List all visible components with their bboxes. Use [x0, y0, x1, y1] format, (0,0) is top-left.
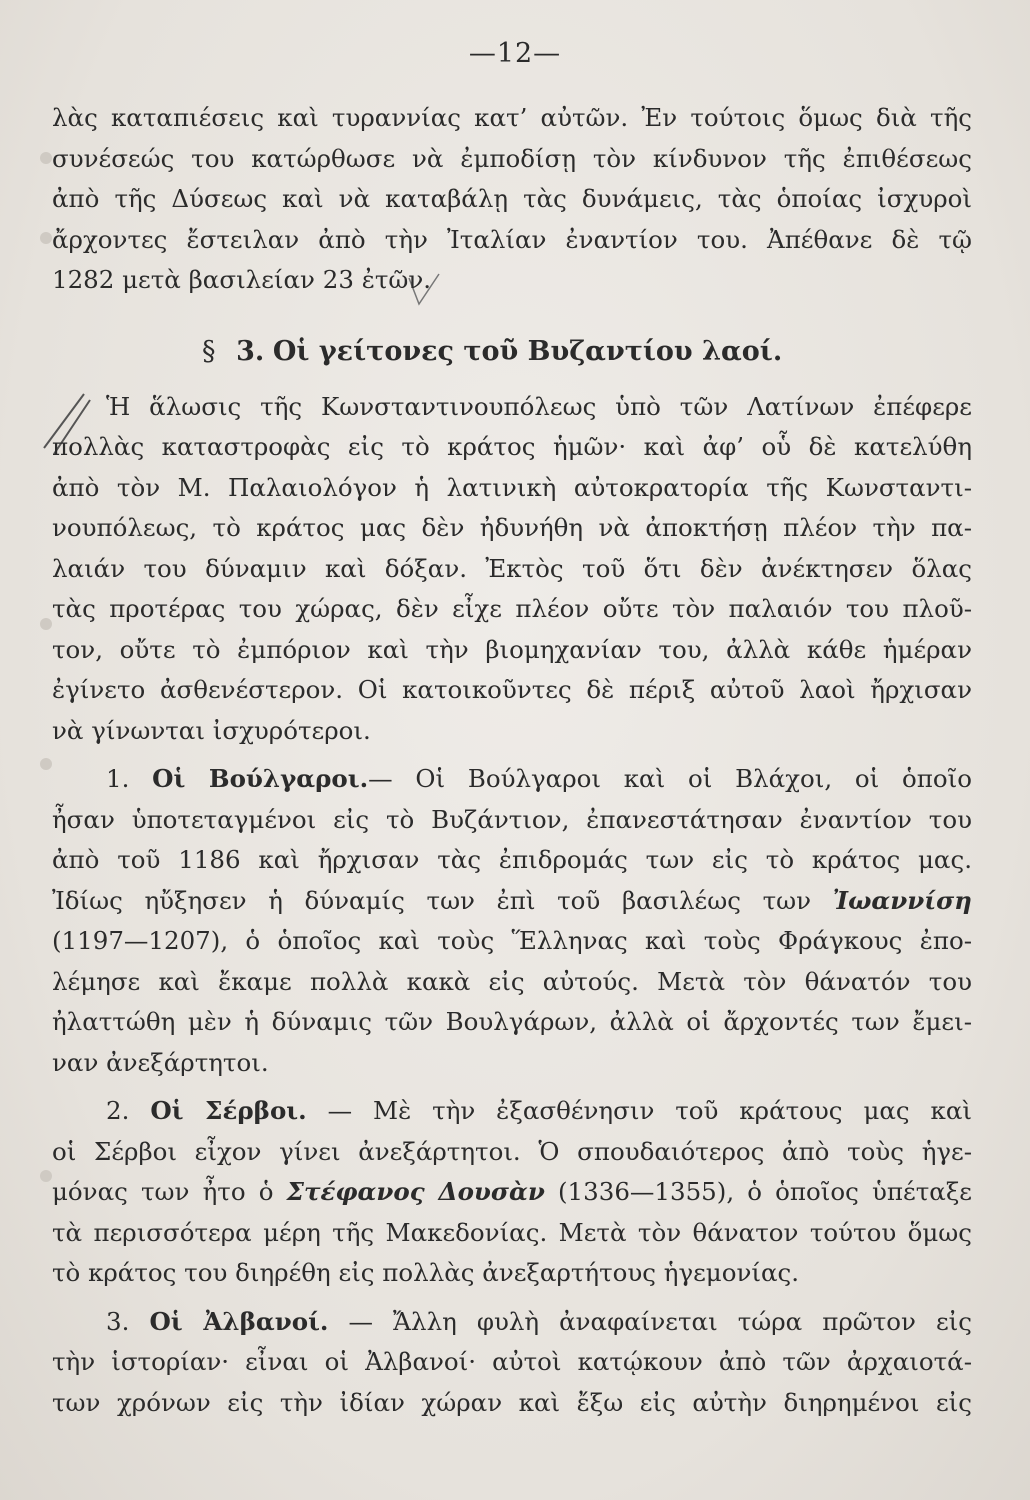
text-line: συνέσεώς του κατώρθωσε νὰ ἐμποδίσῃ τὸν κίνδυνον τῆς ἐπιθέσεως: [52, 143, 972, 173]
text-line: λέμησε καὶ ἔκαμε πολλὰ κακὰ εἰς αὐτούς. Μετὰ τὸν θάνατόν του: [52, 966, 972, 996]
body-text: [52, 98, 972, 1423]
text-line: [52, 1091, 972, 1132]
text-line: (1197—1207), ὁ ὁποῖος καὶ τοὺς Ἕλληνας καὶ τοὺς Φράγκους ἐπο-: [52, 926, 972, 955]
text-line: τὰς προτέρας του χώρας, δὲν εἶχε πλέον οὔτε τὸν παλαιόν του πλοῦ-: [52, 594, 972, 623]
text-fragment: — Μὲ τὴν ἐξασθένησιν τοῦ κράτους μας καὶ: [327, 1096, 972, 1125]
page-number: —12—: [468, 38, 562, 69]
text-line: ἐγίνετο ἀσθενέστερον. Οἱ κατοικοῦντες δὲ πέριξ αὐτοῦ λαοὶ ἤρχισαν: [52, 675, 972, 704]
text-line: τὸ κράτος του διηρέθη εἰς πολλὰς ἀνεξαρτήτους ἡγεμονίας.: [52, 1258, 800, 1287]
section-symbol: §: [202, 335, 216, 367]
subheading-albanians: Οἱ Ἀλβανοί.: [149, 1306, 329, 1336]
text-line: λὰς καταπιέσεις καὶ τυραννίας κατ’ αὐτῶν. Ἐν τούτοις ὅμως διὰ τῆς: [52, 103, 972, 132]
item-number: 2.: [106, 1096, 130, 1125]
text-line: ἀπὸ τοῦ 1186 καὶ ἤρχισαν τὰς ἐπιδρομάς των εἰς τὸ κράτος μας.: [52, 845, 972, 874]
binding-hole: [40, 618, 52, 630]
text-fragment: (1336—1355), ὁ ὁποῖος ὑπέταξε: [558, 1177, 972, 1206]
binding-hole: [40, 1170, 52, 1182]
text-line: ναν ἀνεξάρτητοι.: [52, 1047, 269, 1077]
text-line: [52, 881, 972, 922]
item-number: 1.: [106, 764, 130, 793]
binding-hole: [40, 232, 52, 244]
item-number: 3.: [106, 1306, 130, 1336]
text-line: τὴν ἱστορίαν· εἶναι οἱ Ἀλβανοί· αὐτοὶ κατῴκουν ἀπὸ τῶν ἀρχαιοτά-: [52, 1347, 972, 1376]
text-line: ἦσαν ὑποτεταγμένοι εἰς τὸ Βυζάντιον, ἐπανεστάτησαν ἐναντίον του: [52, 804, 972, 834]
text-line: οἱ Σέρβοι εἶχον γίνει ἀνεξάρτητοι. Ὁ σπουδαιότερος ἀπὸ τοὺς ἡγε-: [52, 1136, 972, 1166]
text-line: των χρόνων εἰς τὴν ἰδίαν χώραν καὶ ἔξω εἰς αὐτὴν διηρημένοι εἰς: [52, 1387, 972, 1417]
text-line: [52, 1172, 972, 1213]
text-line: λαιάν του δύναμιν καὶ δόξαν. Ἐκτὸς τοῦ ὅτι δὲν ἀνέκτησεν ὅλας: [52, 553, 972, 583]
text-line: 1282 μετὰ βασιλείαν 23 ἐτῶν.: [52, 265, 432, 294]
text-line: τὰ περισσότερα μέρη τῆς Μακεδονίας. Μετὰ τὸν θάνατον τούτου ὅμως: [52, 1217, 972, 1247]
text-line: ἀπὸ τὸν Μ. Παλαιολόγον ἡ λατινικὴ αὐτοκρατορία τῆς Κωνσταντι-: [52, 472, 972, 502]
emphasized-name: Ἰωαννίση: [832, 885, 972, 915]
text-fragment: Ἰδίως ηὔξησεν ἡ δύναμίς των ἐπὶ τοῦ βασιλέως των: [52, 885, 811, 915]
text-fragment: — Ἄλλη φυλὴ ἀναφαίνεται τώρα πρῶτον εἰς: [348, 1306, 972, 1336]
text-line: ἠλαττώθη μὲν ἡ δύναμις τῶν Βουλγάρων, ἀλλὰ οἱ ἄρχοντές των ἔμει-: [52, 1007, 972, 1036]
text-line: [52, 1302, 972, 1343]
text-line: Ἡ ἅλωσις τῆς Κωνσταντινουπόλεως ὑπὸ τῶν Λατίνων ἐπέφερε: [106, 391, 972, 421]
text-line: νουπόλεως, τὸ κράτος μας δὲν ἠδυνήθη νὰ ἀποκτήσῃ πλέον τὴν πα-: [52, 513, 972, 542]
text-fragment: — Οἱ Βούλγαροι καὶ οἱ Βλάχοι, οἱ ὁποῖο: [368, 764, 972, 793]
subheading-bulgarians: Οἱ Βούλγαροι.: [152, 764, 369, 793]
text-fragment: μόνας των ἦτο ὁ: [52, 1177, 274, 1206]
emphasized-name: Στέφανος Δουσὰν: [286, 1177, 545, 1206]
section-title: Οἱ γείτονες τοῦ Βυζαντίου λαοί.: [272, 335, 783, 367]
binding-hole: [40, 152, 52, 164]
text-line: ἄρχοντες ἔστειλαν ἀπὸ τὴν Ἰταλίαν ἐναντίον του. Ἀπέθανε δὲ τῷ: [52, 224, 972, 254]
text-line: τον, οὔτε τὸ ἐμπόριον καὶ τὴν βιομηχανίαν του, ἀλλὰ κάθε ἡμέραν: [52, 634, 972, 664]
subheading-serbs: Οἱ Σέρβοι.: [150, 1096, 307, 1125]
text-line: ἀπὸ τῆς Δύσεως καὶ νὰ καταβάλῃ τὰς δυνάμεις, τὰς ὁποίας ἰσχυροὶ: [52, 184, 972, 213]
binding-hole: [40, 758, 52, 770]
text-line: πολλὰς καταστροφὰς εἰς τὸ κράτος ἡμῶν· καὶ ἀφ’ οὗ δὲ κατελύθη: [52, 432, 972, 461]
section-number: 3.: [236, 335, 265, 367]
section-heading: [52, 323, 972, 381]
text-line: [52, 759, 972, 800]
text-line: νὰ γίνωνται ἰσχυρότεροι.: [52, 715, 371, 745]
